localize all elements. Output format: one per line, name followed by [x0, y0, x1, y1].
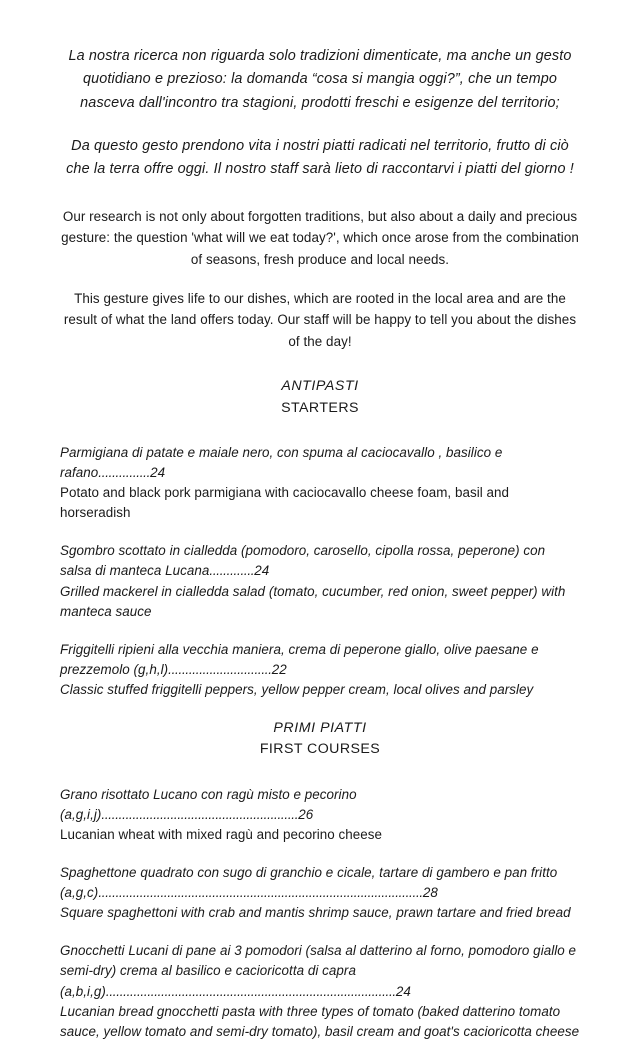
- menu-item-name-italian: [60, 941, 580, 1001]
- menu-item: [60, 640, 580, 700]
- section-heading: [60, 718, 580, 761]
- menu-item: [60, 443, 580, 523]
- section-heading-gap: [60, 761, 580, 785]
- intro-english-paragraph-1: Our research is not only about forgotten traditions, but also about a daily and precious gesture: the question 'what will we eat today?', which once arose from the combination of seasons, fresh produce and local needs.: [61, 208, 579, 267]
- menu-item-price: 24: [150, 464, 166, 480]
- menu-item-price: 28: [422, 885, 438, 901]
- section-title-english: FIRST COURSES: [259, 741, 381, 758]
- intro-italian-paragraph-2: Da questo gesto prendono vita i nostri piatti radicati nel territorio, frutto di ciò che la terra offre oggi. Il nostro staff sarà lieto di raccontarvi i piatti del giorno !: [66, 137, 574, 178]
- menu-item-name-english: Lucanian wheat with mixed ragù and pecorino cheese: [60, 826, 383, 842]
- menu-item-name-italian-text: Sgombro scottato in cialledda (pomodoro, carosello, cipolla rossa, peperone) con salsa di manteca Lucana: [60, 543, 546, 579]
- menu-item-name-italian: [60, 541, 580, 581]
- price-dot-leader: ..............................................................................................: [98, 885, 423, 901]
- section-title-italian: ANTIPASTI: [281, 378, 359, 395]
- menu-item-name-english: Classic stuffed friggitelli peppers, yellow pepper cream, local olives and parsley: [60, 681, 534, 697]
- price-dot-leader: ...............: [98, 464, 151, 480]
- menu-item-name-italian-text: Parmigiana di patate e maiale nero, con spuma al caciocavallo , basilico e rafano: [60, 444, 503, 480]
- intro-section: [60, 45, 580, 352]
- menu-item-name-italian: [60, 785, 580, 825]
- menu-item: [60, 941, 580, 1042]
- section-heading-gap: [60, 419, 580, 443]
- menu-item-price: 24: [254, 563, 270, 579]
- intro-english-paragraph-2: This gesture gives life to our dishes, which are rooted in the local area and are the result of what the land offers today. Our staff will be happy to tell you about the dishes of the day!: [63, 290, 577, 349]
- price-dot-leader: .........................................................: [101, 806, 299, 822]
- menu-item: [60, 863, 580, 923]
- intro-italian-paragraph-1: La nostra ricerca non riguarda solo tradizioni dimenticate, ma anche un gesto quotidiano e prezioso: la domanda “cosa si mangia oggi?”, che un tempo nasceva dall'incontro tra stagioni, prodotti freschi e esigenze del territorio;: [68, 48, 572, 111]
- menu-item-name-italian: [60, 640, 580, 680]
- menu-item-name-english: Potato and black pork parmigiana with caciocavallo cheese foam, basil and horseradish: [60, 485, 510, 521]
- menu-item-name-italian: [60, 443, 580, 483]
- menu-item-name-italian: [60, 863, 580, 903]
- menu-item-name-italian-text: Spaghettone quadrato con sugo di granchio e cicale, tartare di gambero e pan fritto (a,g,c): [60, 864, 558, 901]
- menu-item-price: 24: [395, 983, 411, 999]
- section-gap-top: [60, 352, 580, 376]
- menu-item-name-italian-text: Gnocchetti Lucani di pane ai 3 pomodori (salsa al datterino al forno, pomodoro giallo e semi-dry) crema al basilico e cacioricotta di capra (a,b,i,g): [60, 943, 577, 999]
- menu-item-name-english: Square spaghettoni with crab and mantis shrimp sauce, prawn tartare and fried bread: [60, 905, 571, 921]
- menu-item-name-english: Lucanian bread gnocchetti pasta with three types of tomato (baked datterino tomato sauce, yellow tomato and semi-dry tomato), basil cream and goat's cacioricotta cheese: [60, 1003, 580, 1039]
- menu-item-name-english: Grilled mackerel in cialledda salad (tomato, cucumber, red onion, sweet pepper) with manteca sauce: [60, 583, 566, 619]
- menu-item-name-italian-text: Grano risottato Lucano con ragù misto e pecorino (a,g,i,j): [60, 786, 357, 822]
- section-title-english: STARTERS: [281, 399, 359, 416]
- price-dot-leader: ..............................: [168, 661, 272, 677]
- price-dot-leader: .............: [209, 563, 255, 579]
- menu-item: [60, 785, 580, 845]
- menu-item-name-italian-text: Friggitelli ripieni alla vecchia maniera, crema di peperone giallo, olive paesane e prezzemolo (g,h,l): [60, 641, 539, 677]
- intro-spacer-1: [60, 182, 580, 206]
- menu-sections: [60, 376, 580, 1042]
- section-heading: [60, 376, 580, 419]
- section-title-italian: PRIMI PIATTI: [273, 720, 367, 737]
- menu-item-price: 22: [271, 661, 287, 677]
- intro-spacer-2: [60, 270, 580, 288]
- price-dot-leader: ....................................................................................: [105, 983, 396, 999]
- menu-item-price: 26: [298, 806, 314, 822]
- menu-item: [60, 541, 580, 621]
